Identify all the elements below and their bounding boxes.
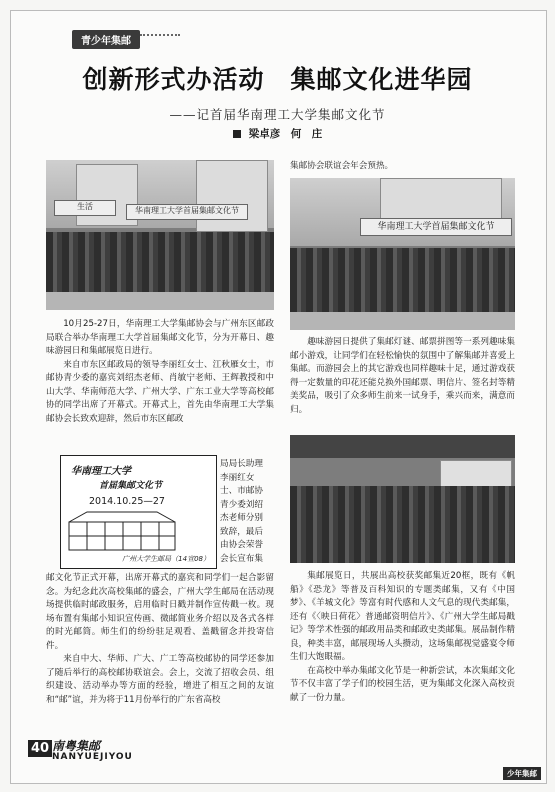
section-dots [140,34,180,36]
commemorative-postmark [60,455,217,569]
photo-ground [290,312,515,330]
wrap-line: 青少委刘绍 [220,499,263,510]
photo-booth [290,178,515,330]
photo-tent [290,435,515,458]
wrap-line: 李丽红女 [220,472,255,483]
page-number: 40 [28,740,52,757]
corner-tag: 少年集邮 [503,767,541,780]
byline-square-icon [233,130,241,138]
paragraph: 趣味游园日提供了集邮灯谜、邮票拼图等一系列趣味集邮小游戏，让同学们在轻松愉快的氛围中了解集邮并喜爱上集邮。而游园会上的其它游戏也同样趣味十足，通过游戏获得一定数量的印花还能兑换外国邮票、明信片、签名封等精美奖品，吸引了众多师生前来一试身手，乘兴而来，满意而归。 [290,337,515,415]
paragraph: 来自中大、华师、广大、广工等高校邮协的同学还参加了随后举行的高校邮协联谊会。会上，交流了招收会员、组织建设、活动举办等方面的经验，增进了相互之间的友谊和“邮”谊，并为将于11月份举行的广东省高校 [46,654,274,705]
wrap-line: 会长宣布集 [220,553,263,564]
magazine-logo: 南粤集邮 [52,739,101,753]
right-column-top: 集邮协会联谊会年会预热。 [290,161,394,171]
photo-exhibition [290,435,515,563]
paragraph: 来自市东区邮政局的领导李丽红女士、江秋雁女士，市邮协青少委的嘉宾刘绍杰老师、肖敏宁老师、王辉教授和中山大学、华南师范大学、广州大学、广东工业大学等高校邮协的同学出席了开幕式。开幕式上，首先由华南理工大学集邮协会长致欢迎辞，然后市东区邮政 [46,359,274,424]
postmark-line2: 首届集邮文化节 [99,481,163,491]
building-illustration-icon [67,508,177,552]
wrap-line: 士、市邮协 [220,486,263,496]
photo-crowd [290,248,515,312]
article-subtitle: ——记首届华南理工大学集邮文化节 [169,107,386,122]
paragraph: 10月25-27日，华南理工大学集邮协会与广州东区邮政局联合举办华南理工大学首届集邮文化节，分为开幕日、趣味游园日和集邮展览日进行。 [46,319,274,356]
photo-building [196,160,268,232]
paragraph: 邮文化节正式开幕，出席开幕式的嘉宾和同学们一起合影留念。为纪念此次高校集邮的盛会，广州大学生邮局在活动现场提供临时邮政服务，启用临时日戳并制作宣传戳一枚。现场布置有集邮小知识宣传画、微邮简业务介绍以及各式各样的时光邮筒。师生们的纷纷驻足观看、盖戳留念并投寄信件。 [46,573,274,651]
photo-banner: 华南理工大学首届集邮文化节 [126,204,248,220]
photo-ground [46,292,274,310]
postmark-footer: 广州大学生邮局（14宣08） [122,555,210,563]
article-byline [0,126,555,141]
paragraph: 在高校中举办集邮文化节是一种新尝试，本次集邮文化节不仅丰富了学子们的校园生活，更为集邮文化深入高校贡献了一份力量。 [290,665,515,703]
wrap-line: 由协会荣誉 [220,540,263,550]
postmark-line1: 华南理工大学 [71,466,131,477]
wrap-line: 致辞，最后 [220,526,263,537]
wrap-line: 杰老师分别 [220,513,263,523]
right-column-lower [290,570,515,705]
photo-crowd [290,486,515,563]
magazine-name-en: NANYUEJIYOU [52,752,133,762]
photo-banner: 生活 [54,200,116,216]
photo-group [46,160,274,310]
byline-authors: 梁卓彦 何 庄 [248,128,323,140]
right-column-middle [290,336,515,417]
photo-crowd [46,232,274,292]
paragraph: 集邮展览日，共展出高校获奖邮集近20框，既有《帆船》《恐龙》等普及百科知识的专题类邮集，又有《中国梦》、《羊城文化》等富有时代感和人文气息的现代类邮集，还有《〈映日荷花〉普通邮资明信片》、《广州大学生邮局戳记》等学术性强的邮政用品类和邮政史类邮集。展品制作精良，种类丰富，邮展现场人头攒动，这场集邮视觉盛宴令师生们大饱眼福。 [290,571,515,662]
section-tag: 青少年集邮 [72,30,140,49]
wrap-line: 局局长助理 [220,459,263,469]
left-column-wrap [220,458,276,566]
postmark-date: 2014.10.25—27 [89,496,165,507]
article-title: 创新形式办活动 集邮文化进华园 [82,65,473,94]
left-column-upper [46,318,274,426]
left-column-lower [46,572,274,707]
photo-banner: 华南理工大学首届集邮文化节 [360,218,512,236]
